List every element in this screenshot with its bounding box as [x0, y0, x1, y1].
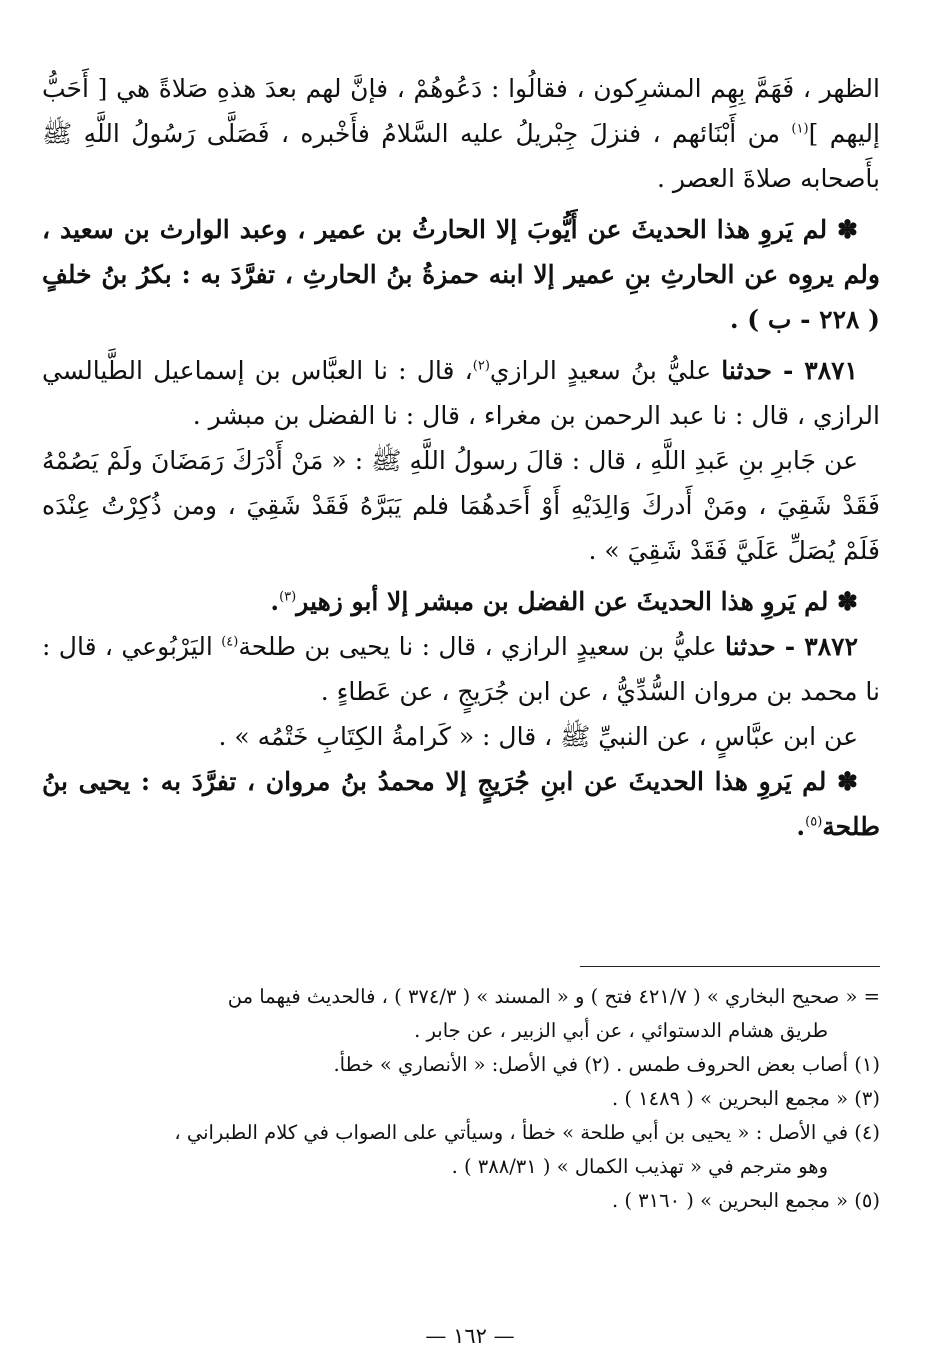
footnote-3: (٣) « مجمع البحرين » ( ١٤٨٩ ) . — [611, 1087, 880, 1110]
hadith-3872-isnad: اليَرْبُوعي ، قال : نا محمد بن مروان السُّدِّيُّ ، عن ابن جُرَيجٍ ، عن عَطاءٍ . — [42, 632, 880, 706]
footnote-4-continuation: وهو مترجم في « تهذيب الكمال » ( ٣٨٨/٣١ ) . — [451, 1155, 828, 1178]
hadith-3872-number: ٣٨٧٢ - حدثنا — [724, 632, 859, 661]
footnote-marker-4[interactable]: (٤) — [221, 634, 239, 650]
paragraph-5-text: ✽ لم يَروِ هذا الحديثَ عن الفضل بن مبشر إلا أبو زهير — [296, 587, 858, 616]
period: . — [270, 587, 280, 616]
footnote-divider — [580, 966, 880, 967]
period: . — [796, 812, 806, 841]
hadith-3871-matn-text: عن جَابرِ بنِ عَبدِ اللَّهِ ، قال : قالَ رسولُ اللَّهِ ﷺ : « مَنْ أَدْرَكَ رَمَضَانَ ولَمْ يَصُمْهُ فَقَدْ شَقِيَ ، ومَنْ أَدركَ وَالِدَيْهِ أَوْ أَحَدهُمَا فلم يَبَرَّهُ فَقَدْ شَقِيَ ، ومن ذُكِرْتُ عِنْدَه فَلَمْ يُصَلِّ عَلَيَّ فَقَدْ شَقِيَ » . — [42, 446, 880, 565]
footnote-marker-5[interactable]: (٥) — [805, 814, 823, 830]
hadith-3872-matn-text: عن ابن عبَّاسٍ ، عن النبيِّ ﷺ ، قال : « كَرامةُ الكِتَابِ خَتْمُه » . — [218, 722, 858, 751]
paragraph-1-text: الظهر ، فَهَمَّ بِهِم المشرِكون ، فقالُوا : دَعُوهُمْ ، فإنَّ لهم بعدَ هذهِ صَلاةً هي [ أَحَبُّ إليهم ] — [42, 74, 880, 148]
hadith-3871 — [42, 348, 880, 438]
paragraph-8-text: ✽ لم يَروِ هذا الحديثَ عن ابنِ جُرَيجٍ إلا محمدُ بنُ مروان ، تفرَّدَ به : يحيى بنُ طلحة — [42, 767, 880, 841]
footnote-continued: = « صحيح البخاري » ( ٤٢١/٧ فتح ) و « المسند » ( ٣٧٤/٣ ) ، فالحديث فيهما من — [227, 985, 880, 1008]
paragraph-1 — [42, 66, 880, 201]
footnote-marker-1[interactable]: (١) — [791, 121, 809, 137]
paragraph-5-note — [42, 579, 880, 624]
hadith-3871-isnad: ، قال : نا العبَّاس بن إسماعيل الطَّيالسي الرازي ، قال : نا عبد الرحمن بن مغراء ، قال : نا الفضل بن مبشر . — [42, 356, 880, 430]
hadith-3872 — [42, 624, 880, 714]
paragraph-8-note — [42, 759, 880, 849]
page-number: — ١٦٢ — — [425, 1324, 515, 1348]
hadith-3871-narrator: عليُّ بنُ سعيدٍ الرازي — [489, 356, 722, 385]
footnote-marker-3[interactable]: (٣) — [279, 589, 297, 605]
paragraph-1-continuation: من أَبْنَائهم ، فنزلَ جِبْريلُ عليه السَّلامُ فأَخْبره ، فَصَلَّى رَسُولُ اللَّهِ ﷺ بأَصحابه صلاةَ العصر . — [42, 119, 880, 193]
footnote-1-2: (١) أصاب بعض الحروف طمس . (٢) في الأصل: « الأنصاري » خطأ. — [333, 1053, 880, 1076]
footnote-continued-line: طريق هشام الدستوائي ، عن أبي الزبير ، عن جابر . — [414, 1019, 828, 1042]
page-body — [42, 66, 880, 1212]
hadith-3872-narrator: عليُّ بن سعيدٍ الرازي ، قال : نا يحيى بن طلحة — [238, 632, 725, 661]
paragraph-2-note — [42, 207, 880, 342]
footnote-4: (٤) في الأصل : « يحيى بن أبي طلحة » خطأ ، وسيأتي على الصواب في كلام الطبراني ، — [174, 1121, 880, 1144]
footnote-5: (٥) « مجمع البحرين » ( ٣١٦٠ ) . — [611, 1189, 880, 1212]
footnote-marker-2[interactable]: (٢) — [472, 358, 490, 374]
hadith-3872-matn — [42, 714, 880, 759]
hadith-3871-number: ٣٨٧١ - حدثنا — [721, 356, 858, 385]
footnotes — [42, 980, 880, 1218]
paragraph-2-text: ✽ لم يَروِ هذا الحديثَ عن أَيُّوبَ إلا الحارثُ بن عمير ، وعبد الوارث بن سعيد ، ولم يروِه عن الحارثِ بنِ عمير إلا ابنه حمزةُ بنُ الحارثِ ، تفرَّدَ به : بكرُ بنُ خلفٍ ( ٢٢٨ - ب ) . — [42, 215, 880, 334]
main-text — [42, 66, 880, 849]
hadith-3871-matn — [42, 438, 880, 573]
